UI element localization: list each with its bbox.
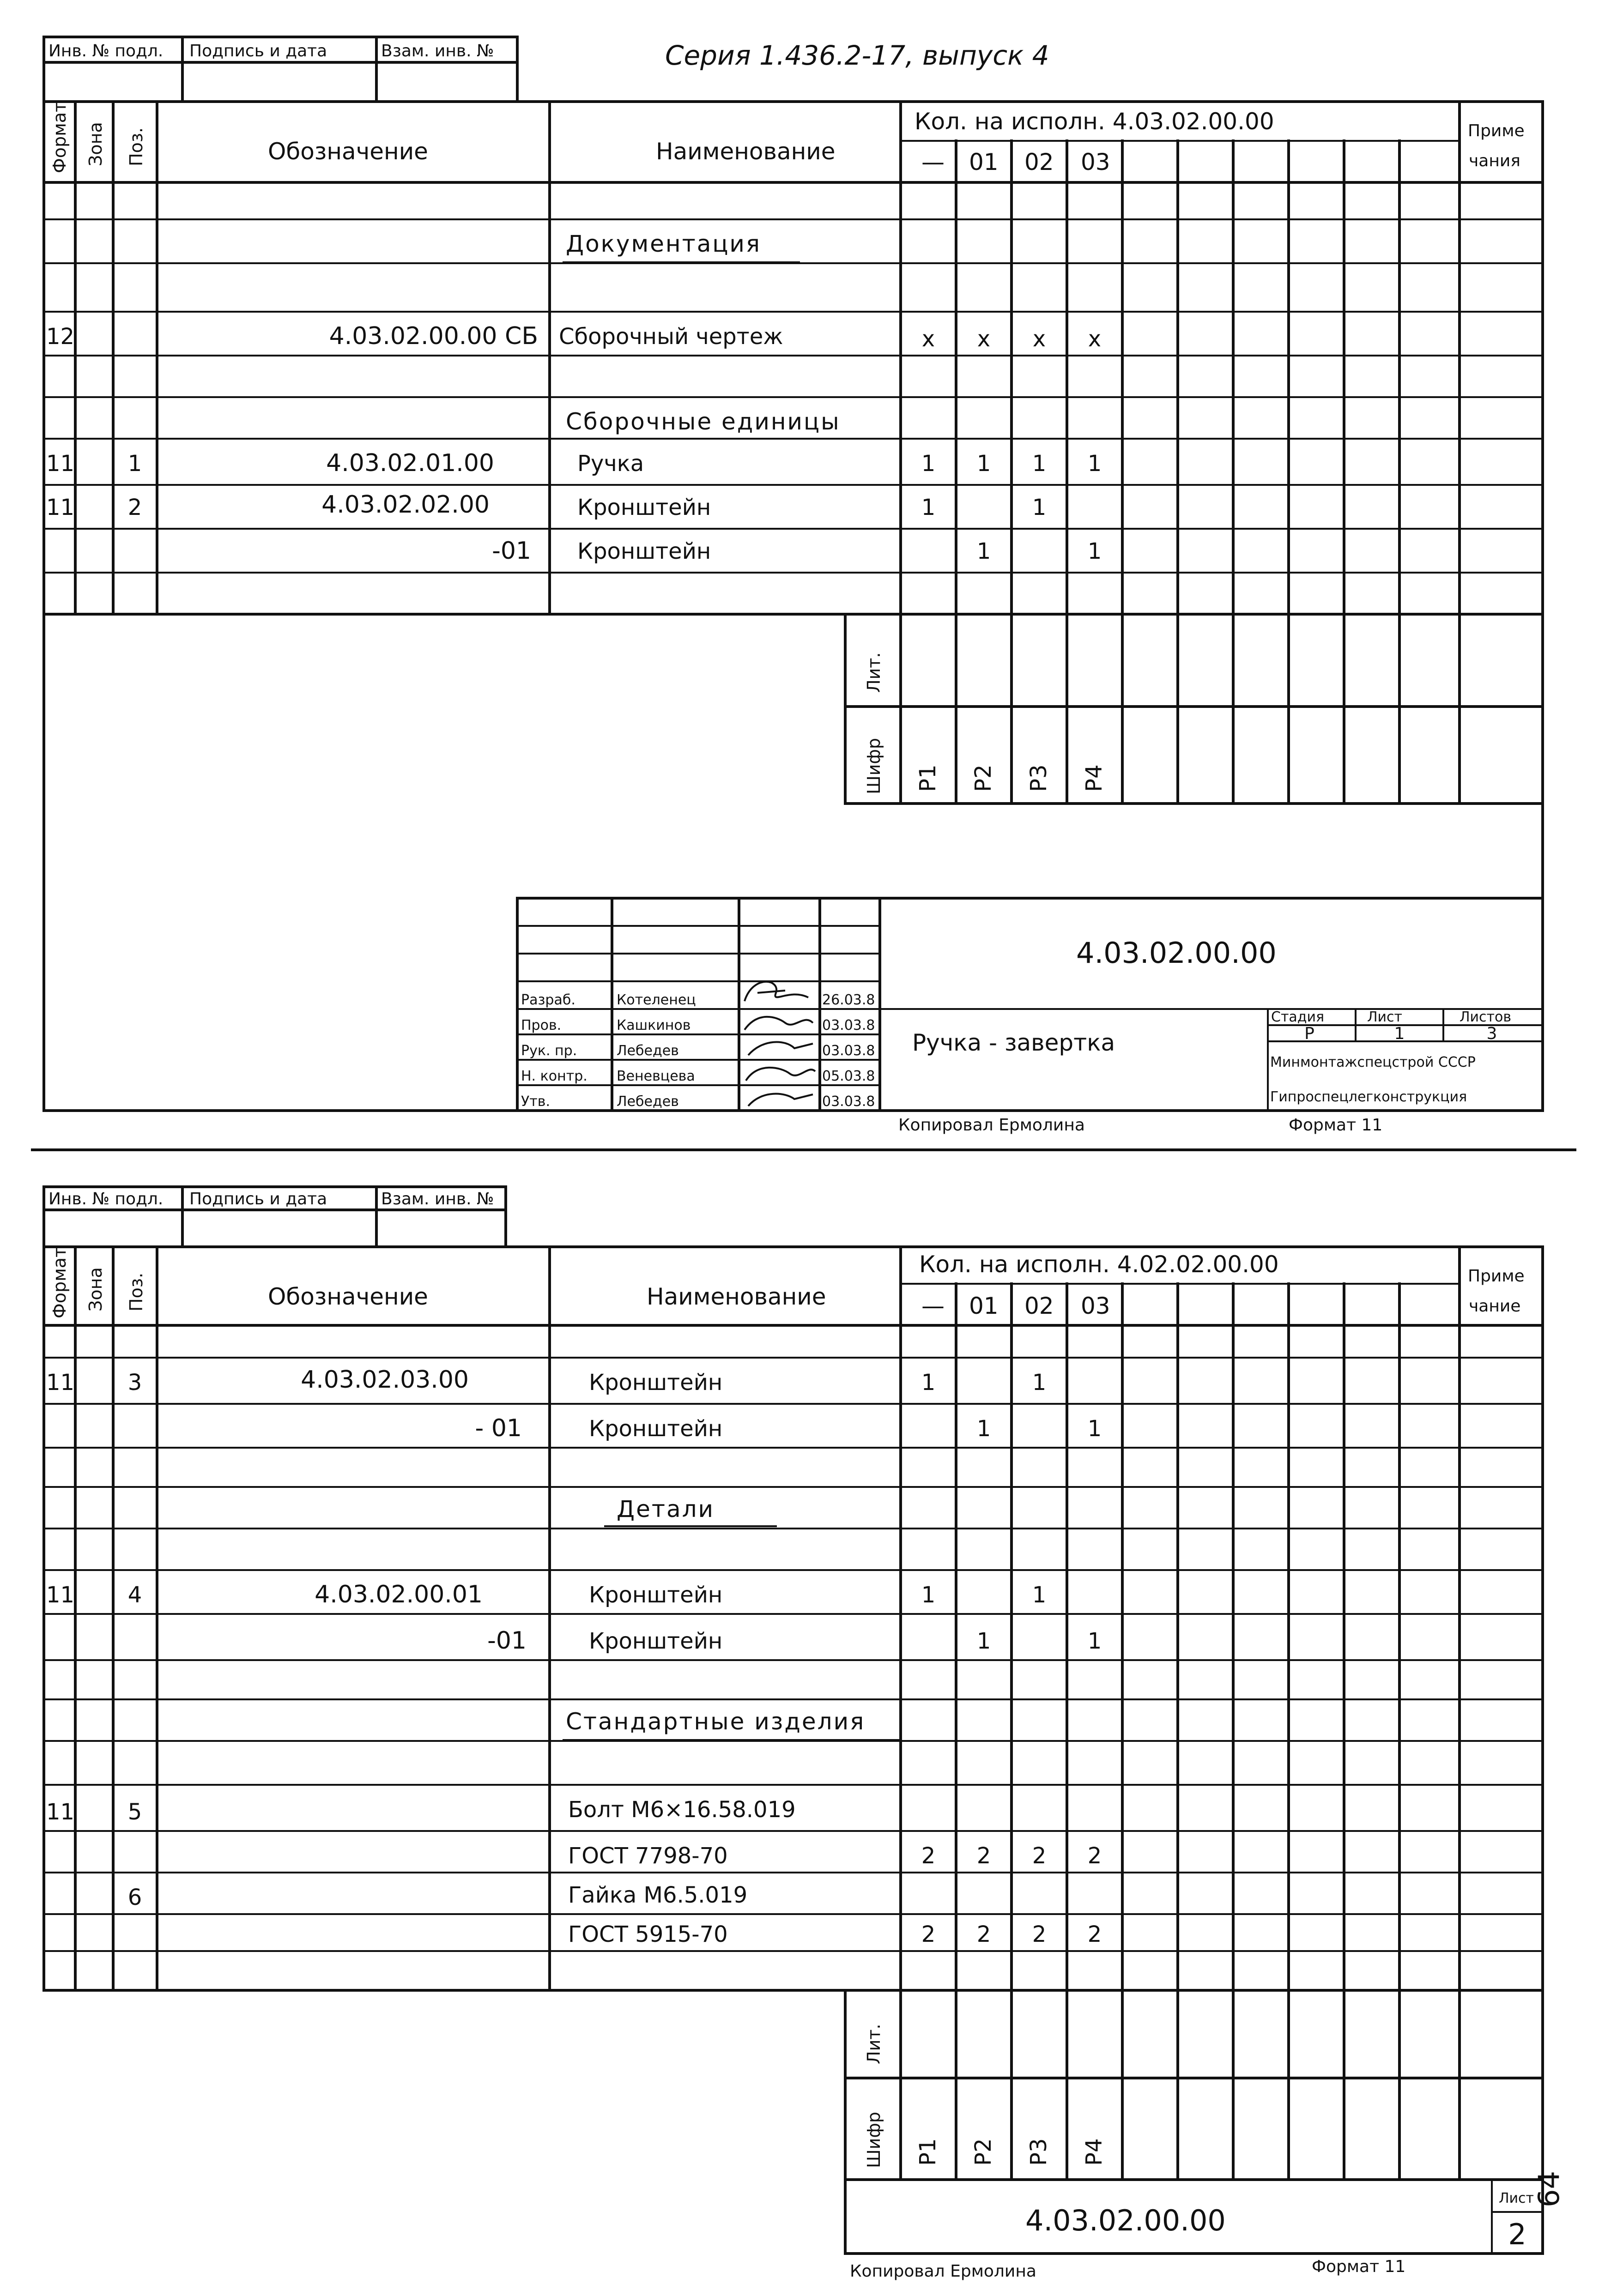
row-designation: 4.03.02.03.00 [301, 1366, 469, 1394]
stage-label: Стадия [1271, 1009, 1325, 1025]
series-title: Серия 1.436.2-17, выпуск 4 [665, 40, 1049, 71]
row-qty: x [1032, 326, 1046, 352]
shifr-code: Р2 [970, 2138, 996, 2166]
stamp-inv-podl: Инв. № подл. [48, 1190, 164, 1208]
row-qty: 1 [1032, 495, 1047, 520]
section-standard: Стандартные изделия [566, 1708, 866, 1735]
doc-number: 4.03.02.00.00 [1025, 2204, 1226, 2237]
row-name: Кронштейн [589, 1416, 723, 1442]
stamp-podpis-data: Подпись и дата [189, 42, 327, 60]
row-designation: -01 [487, 1627, 527, 1655]
section-assemblies: Сборочные единицы [566, 408, 841, 435]
org-ministry: Минмонтажспецстрой СССР [1270, 1054, 1476, 1070]
sheet-label: Лист [1499, 2190, 1534, 2206]
variant-header: 03 [1081, 1293, 1110, 1319]
stamp-vzam-inv: Взам. инв. № [381, 42, 494, 60]
person-name: Кашкинов [617, 1017, 691, 1033]
row-qty: 2 [921, 1921, 936, 1947]
row-designation: 4.03.02.00.00 СБ [329, 322, 538, 350]
lit-label: Лит. [864, 652, 884, 693]
stamp-vzam-inv: Взам. инв. № [381, 1190, 494, 1208]
header-naimenovanie: Наименование [656, 138, 836, 165]
variant-header: 01 [969, 149, 999, 175]
shifr-code: Р3 [1026, 764, 1052, 792]
shifr-code: Р2 [970, 764, 996, 792]
row-pos: 4 [127, 1582, 142, 1608]
row-qty: 1 [1087, 1416, 1102, 1442]
header-zona: Зона [85, 122, 106, 166]
role-label: Пров. [521, 1017, 562, 1033]
row-format: 11 [46, 451, 75, 477]
row-name: Кронштейн [589, 1628, 723, 1654]
sign-date: 03.03.8 [822, 1017, 875, 1033]
stamp-podpis-data: Подпись и дата [189, 1190, 327, 1208]
row-qty: 1 [921, 451, 936, 477]
row-qty: 2 [1087, 1843, 1102, 1869]
header-naimenovanie: Наименование [647, 1283, 826, 1310]
row-qty: 1 [1032, 451, 1047, 477]
sign-date: 26.03.8 [822, 992, 875, 1008]
row-qty: 2 [1032, 1921, 1047, 1947]
sign-date: 05.03.8 [822, 1068, 875, 1084]
row-qty: 1 [976, 451, 991, 477]
role-label: Разраб. [521, 992, 575, 1008]
row-designation: - 01 [475, 1414, 522, 1442]
title-block [517, 898, 1543, 1111]
sheet-label: Лист [1367, 1009, 1403, 1025]
row-name: Гайка М6.5.019 [568, 1882, 748, 1908]
header-oboznachenie: Обозначение [268, 1283, 428, 1310]
row-name: Сборочный чертеж [559, 324, 783, 350]
header-oboznachenie: Обозначение [268, 138, 428, 165]
stage-value: Р [1304, 1024, 1314, 1043]
row-qty: 2 [1032, 1843, 1047, 1869]
shifr-label: Шифр [864, 738, 884, 794]
header-poz: Поз. [126, 1272, 146, 1311]
sheets-value: 3 [1486, 1024, 1497, 1043]
variant-header: 02 [1024, 1293, 1054, 1319]
row-name: Кронштейн [577, 538, 711, 564]
person-name: Котеленец [617, 992, 696, 1008]
shifr-code: Р3 [1026, 2138, 1052, 2166]
header-primech-1: Приме [1468, 121, 1525, 140]
row-format: 11 [46, 1582, 75, 1608]
doc-number: 4.03.02.00.00 [1076, 936, 1277, 970]
sign-date: 03.03.8 [822, 1094, 875, 1110]
header-primech-2: чания [1469, 151, 1520, 170]
role-label: Н. контр. [521, 1068, 588, 1084]
stamp-inv-podl: Инв. № подл. [48, 42, 164, 60]
variant-header: 02 [1024, 149, 1054, 175]
row-format: 11 [46, 495, 75, 520]
row-format: 12 [46, 324, 75, 350]
row-qty: 1 [921, 1370, 936, 1396]
shifr-code: Р4 [1081, 764, 1107, 792]
row-qty: 1 [1087, 1628, 1102, 1654]
footer-copied: Копировал Ермолина [850, 2262, 1036, 2281]
row-name: Кронштейн [589, 1370, 723, 1396]
signature [745, 1017, 813, 1030]
shifr-label: Шифр [864, 2112, 884, 2168]
header-primech-2: чание [1469, 1297, 1521, 1316]
row-qty: x [921, 326, 935, 352]
sheets-label: Листов [1460, 1009, 1512, 1025]
row-pos: 2 [127, 495, 142, 520]
header-kol: Кол. на исполн. 4.02.02.00.00 [919, 1251, 1279, 1278]
sheet-value: 1 [1394, 1024, 1405, 1043]
header-format: Формат [49, 1247, 70, 1318]
row-qty: 1 [976, 1628, 991, 1654]
page-number: 64 [1532, 2171, 1566, 2207]
row-pos: 5 [127, 1799, 142, 1825]
header-format: Формат [49, 102, 70, 173]
row-name: ГОСТ 7798-70 [568, 1843, 728, 1869]
row-qty: 1 [921, 495, 936, 520]
row-qty: 1 [976, 538, 991, 564]
section-details: Детали [617, 1496, 715, 1523]
org-institute: Гипроспецлегконструкция [1270, 1089, 1467, 1105]
person-name: Веневцева [617, 1068, 695, 1084]
header-kol: Кол. на исполн. 4.03.02.00.00 [915, 108, 1274, 135]
variant-header: 03 [1081, 149, 1110, 175]
row-qty: 1 [1032, 1582, 1047, 1608]
signature [748, 1042, 813, 1055]
lit-label: Лит. [864, 2024, 884, 2064]
variant-header: — [921, 1293, 945, 1319]
row-designation: 4.03.02.02.00 [321, 491, 490, 519]
header-poz: Поз. [126, 127, 146, 166]
shifr-code: Р1 [915, 764, 941, 792]
row-format: 11 [46, 1370, 75, 1396]
row-name: Болт М6×16.58.019 [568, 1797, 796, 1823]
row-qty: 1 [921, 1582, 936, 1608]
footer-format: Формат 11 [1312, 2257, 1406, 2276]
header-zona: Зона [85, 1267, 106, 1311]
row-qty: x [1088, 326, 1102, 352]
row-qty: 1 [1032, 1370, 1047, 1396]
signature [745, 982, 808, 1001]
variant-header: 01 [969, 1293, 999, 1319]
signature [748, 1094, 813, 1106]
sign-date: 03.03.8 [822, 1043, 875, 1059]
row-designation: 4.03.02.01.00 [326, 449, 494, 477]
person-name: Лебедев [617, 1094, 679, 1110]
role-label: Утв. [521, 1094, 550, 1110]
row-name: Кронштейн [589, 1582, 723, 1608]
row-name: Ручка [577, 451, 644, 477]
row-qty: x [977, 326, 991, 352]
sheet-number: 2 [1508, 2217, 1526, 2251]
role-label: Рук. пр. [521, 1043, 577, 1059]
sheet-1 [44, 37, 1543, 1135]
row-qty: 2 [1087, 1921, 1102, 1947]
signature [746, 1068, 815, 1081]
footer-copied: Копировал Ермолина [898, 1116, 1085, 1135]
row-qty: 2 [921, 1843, 936, 1869]
variant-header: — [921, 149, 945, 175]
row-pos: 1 [127, 451, 142, 477]
row-qty: 1 [1087, 538, 1102, 564]
section-documentation: Документация [566, 230, 761, 257]
footer-format: Формат 11 [1289, 1116, 1383, 1135]
row-name: ГОСТ 5915-70 [568, 1921, 728, 1947]
row-qty: 2 [976, 1843, 991, 1869]
sheet-2 [44, 1187, 1566, 2281]
person-name: Лебедев [617, 1043, 679, 1059]
row-pos: 3 [127, 1370, 142, 1396]
row-designation: -01 [492, 537, 531, 565]
row-qty: 1 [976, 1416, 991, 1442]
row-qty: 2 [976, 1921, 991, 1947]
shifr-code: Р4 [1081, 2138, 1107, 2166]
shifr-code: Р1 [915, 2138, 941, 2166]
row-qty: 1 [1087, 451, 1102, 477]
row-name: Кронштейн [577, 495, 711, 520]
row-pos: 6 [127, 1885, 142, 1910]
row-designation: 4.03.02.00.01 [315, 1581, 483, 1608]
doc-title: Ручка - завертка [912, 1029, 1115, 1056]
header-primech-1: Приме [1468, 1267, 1525, 1286]
row-format: 11 [46, 1799, 75, 1825]
